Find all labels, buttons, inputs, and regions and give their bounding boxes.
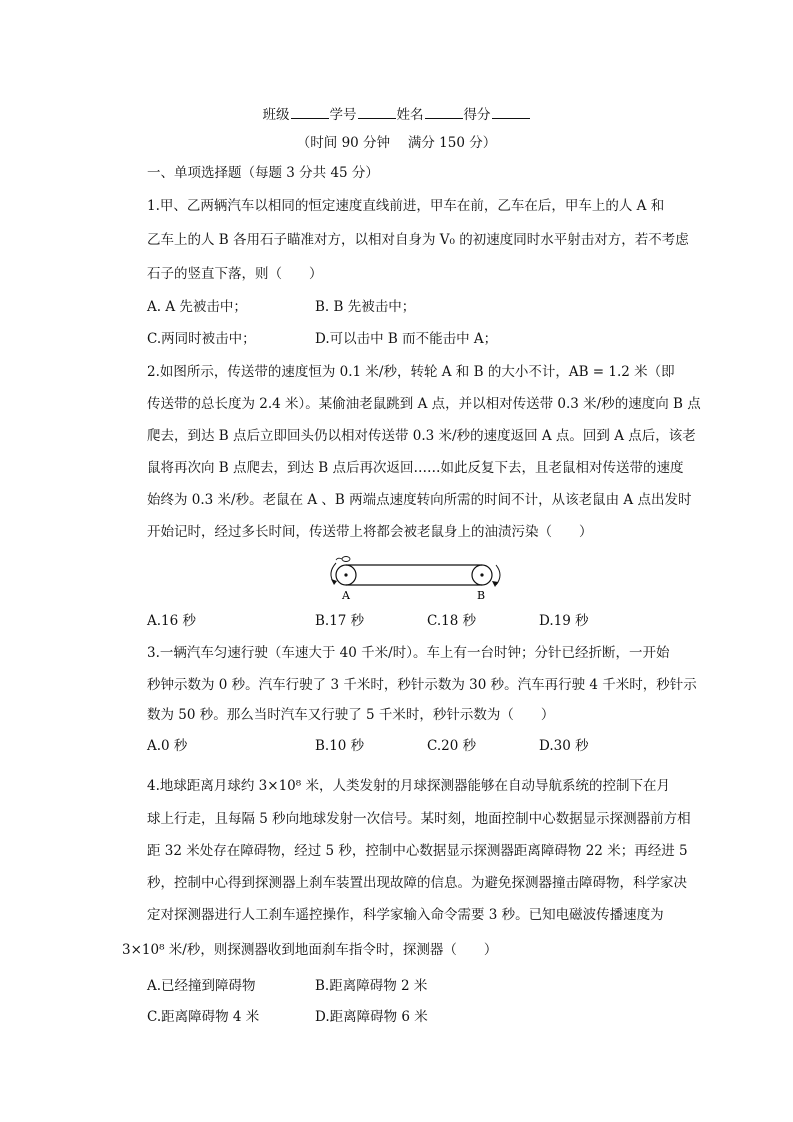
score-blank[interactable] bbox=[492, 104, 530, 119]
q4-option-c[interactable]: C.距离障碍物 4 米 bbox=[147, 1009, 260, 1025]
figure-label-b: B bbox=[477, 589, 486, 601]
name-label: 姓名 bbox=[396, 107, 424, 123]
q1-line-1: 1.甲、乙两辆汽车以相同的恒定速度直线前进，甲车在前，乙车在后，甲车上的人 A 和 bbox=[147, 198, 665, 214]
student-id-blank[interactable] bbox=[358, 104, 396, 119]
q2-option-b[interactable]: B.17 秒 bbox=[315, 613, 365, 629]
q3-option-c[interactable]: C.20 秒 bbox=[427, 738, 477, 754]
mouse-icon bbox=[336, 557, 350, 562]
arrow-head-a bbox=[331, 579, 337, 585]
class-blank[interactable] bbox=[291, 104, 329, 119]
header-fields bbox=[0, 104, 793, 125]
time-info: （时间 90 分钟 满分 150 分） bbox=[296, 135, 497, 151]
q1-option-c[interactable]: C.两同时被击中； bbox=[147, 331, 256, 347]
q2-option-a[interactable]: A.16 秒 bbox=[147, 613, 197, 629]
wheel-b bbox=[472, 565, 492, 585]
q2-line-5: 始终为 0.3 米/秒。老鼠在 A 、B 两端点速度转向所需的时间不计，从该老鼠由 A 点出发时 bbox=[147, 492, 692, 508]
score-label: 得分 bbox=[463, 107, 491, 123]
q4-line-6: 3×10⁸ 米/秒，则探测器收到地面刹车指令时，探测器（ ） bbox=[122, 942, 498, 958]
q3-option-b[interactable]: B.10 秒 bbox=[315, 738, 365, 754]
q3-line-1: 3.一辆汽车匀速行驶（车速大于 40 千米/时）。车上有一台时钟；分针已经折断，一开始 bbox=[147, 645, 670, 661]
q4-option-a[interactable]: A.已经撞到障碍物 bbox=[147, 978, 256, 994]
q3-line-3: 数为 50 秒。那么当时汽车又行驶了 5 千米时，秒针示数为（ ） bbox=[147, 707, 555, 723]
q3-line-2: 秒钟示数为 0 秒。汽车行驶了 3 千米时，秒针示数为 30 秒。汽车再行驶 4 千米时，秒针示 bbox=[147, 677, 697, 693]
belt bbox=[346, 565, 482, 585]
q1-option-b[interactable]: B. B 先被击中； bbox=[315, 299, 416, 315]
conveyor-belt-figure bbox=[322, 553, 512, 601]
q4-option-b[interactable]: B.距离障碍物 2 米 bbox=[315, 978, 428, 994]
q4-option-d[interactable]: D.距离障碍物 6 米 bbox=[315, 1009, 428, 1025]
student-id-label: 学号 bbox=[329, 107, 357, 123]
class-label: 班级 bbox=[262, 107, 290, 123]
q2-line-2: 传送带的总长度为 2.4 米）。某偷油老鼠跳到 A 点，并以相对传送带 0.3 米/秒的速度向 B 点 bbox=[147, 396, 701, 412]
q4-line-3: 距 32 米处存在障碍物，经过 5 秒，控制中心数据显示探测器距离障碍物 22 米；再经进 5 bbox=[147, 843, 688, 859]
q2-line-3: 爬去，到达 B 点后立即回头仍以相对传送带 0.3 米/秒的速度返回 A 点。回到 A 点后，该老 bbox=[147, 428, 696, 444]
q1-line-2: 乙车上的人 B 各用石子瞄准对方，以相对自身为 V₀ 的初速度同时水平射击对方，若不考虑 bbox=[147, 232, 689, 248]
q1-option-a[interactable]: A. A 先被击中； bbox=[147, 299, 247, 315]
q3-option-a[interactable]: A.0 秒 bbox=[147, 738, 188, 754]
q2-option-d[interactable]: D.19 秒 bbox=[539, 613, 589, 629]
figure-label-a: A bbox=[342, 589, 350, 601]
section-title: 一、单项选择题（每题 3 分共 45 分） bbox=[147, 165, 379, 181]
q4-line-1: 4.地球距离月球约 3×10⁸ 米，人类发射的月球探测器能够在自动导航系统的控制下在月 bbox=[147, 778, 670, 794]
q1-line-3: 石子的竖直下落，则（ ） bbox=[147, 266, 323, 282]
q4-line-5: 定对探测器进行人工刹车遥控操作，科学家输入命令需要 3 秒。已知电磁波传播速度为 bbox=[147, 907, 664, 923]
wheel-a bbox=[336, 565, 356, 585]
q4-line-4: 秒，控制中心得到探测器上刹车装置出现故障的信息。为避免探测器撞击障碍物，科学家决 bbox=[147, 875, 687, 891]
q1-option-d[interactable]: D.可以击中 B 而不能击中 A； bbox=[315, 331, 498, 347]
q2-line-4: 鼠将再次向 B 点爬去，到达 B 点后再次返回……如此反复下去，且老鼠相对传送带的速度 bbox=[147, 460, 684, 476]
q3-option-d[interactable]: D.30 秒 bbox=[539, 738, 589, 754]
q2-option-c[interactable]: C.18 秒 bbox=[427, 613, 477, 629]
q2-line-6: 开始记时，经过多长时间，传送带上将都会被老鼠身上的油渍污染（ ） bbox=[147, 524, 593, 540]
name-blank[interactable] bbox=[425, 104, 463, 119]
q2-line-1: 2.如图所示，传送带的速度恒为 0.1 米/秒，转轮 A 和 B 的大小不计，AB = 1.2 米（即 bbox=[147, 364, 675, 380]
q4-line-2: 球上行走，且每隔 5 秒向地球发射一次信号。某时刻，地面控制中心数据显示探测器前方相 bbox=[147, 811, 691, 827]
